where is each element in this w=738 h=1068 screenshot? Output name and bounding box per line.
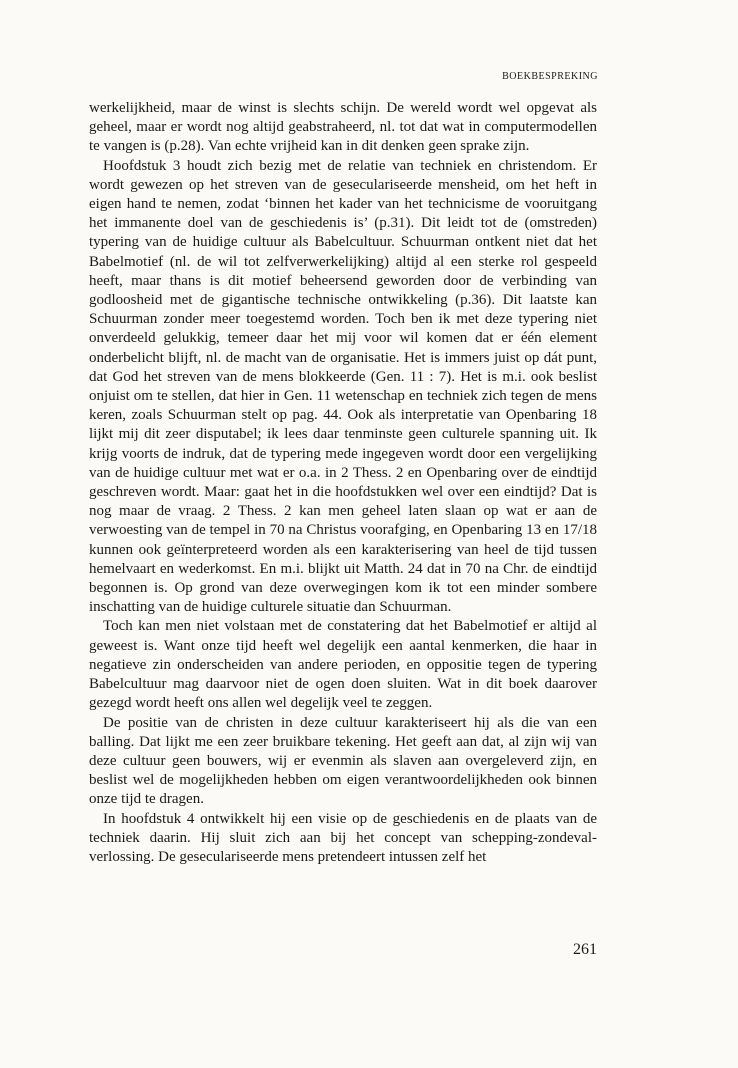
page-number: 261: [573, 941, 597, 958]
body-text: [89, 99, 597, 867]
paragraph-5: In hoofdstuk 4 ontwikkelt hij een visie op de geschiedenis en de plaats van de techniek daarin. Hij sluit zich aan bij het concept van schepping-zondeval-verlossing. De geseculariseerde mens pretendeert intussen zelf het: [89, 810, 597, 865]
paragraph-3: Toch kan men niet volstaan met de constatering dat het Babelmotief er altijd al geweest is. Want onze tijd heeft wel degelijk een aantal kenmerken, die haar in negatieve zin onderscheiden van andere perioden, en oppositie tegen de typering Babelcultuur mag daarvoor niet de ogen doen sluiten. Wat in dit boek daarover gezegd wordt heeft ons allen wel degelijk veel te zeggen.: [89, 618, 597, 712]
paragraph-1: werkelijkheid, maar de winst is slechts schijn. De wereld wordt wel opgevat als geheel, maar er wordt nog altijd geabstraheerd, nl. tot dat wat in computermodellen te vangen is (p.28). Van echte vrijheid kan in dit denken geen sprake zijn.: [89, 100, 597, 155]
running-header: BOEKBESPREKING: [502, 71, 598, 82]
paragraph-2: Hoofdstuk 3 houdt zich bezig met de relatie van techniek en christendom. Er wordt gewezen op het streven van de geseculariseerde mensheid, om het heft in eigen hand te nemen, zodat ‘binnen het kader van het technicisme de vooruitgang het immanente doel van de geschiedenis is’ (p.31). Dit leidt tot de (omstreden) typering van de huidige cultuur als Babelcultuur. Schuurman ontkent niet dat het Babelmotief (nl. de wil tot zelfverwerkelijking) altijd al een sterke rol gespeeld heeft, maar thans is dit motief beheersend geworden door de verbinding van godloosheid met de gigantische technische ontwikkeling (p.36). Dit laatste kan Schuurman zonder meer toegestemd worden. Toch ben ik met deze typering niet onverdeeld gelukkig, temeer daar het mij voor wil komen dat er één element onderbelicht blijft, nl. de macht van de organisatie. Het is immers juist op dát punt, dat God het streven van de mens blokkeerde (Gen. 11 : 7). Het is m.i. ook beslist onjuist om te stellen, dat hier in Gen. 11 wetenschap en techniek zich tegen de mens keren, zoals Schuurman stelt op pag. 44. Ook als interpretatie van Openbaring 18 lijkt mij dit zeer disputabel; ik lees daar tenminste geen culturele spanning uit. Ik krijg voorts de indruk, dat de typering mede ingegeven wordt door een vergelijking van de huidige cultuur met wat er o.a. in 2 Thess. 2 en Openbaring over de eindtijd geschreven wordt. Maar: gaat het in die hoofdstukken wel over een eindtijd? Dat is nog maar de vraag. 2 Thess. 2 kan men geheel laten slaan op wat er aan de verwoesting van de tempel in 70 na Christus voorafging, en Openbaring 13 en 17/18 kunnen ook geïnterpreteerd worden als een karakterisering van heel de tijd tussen hemelvaart en wederkomst. En m.i. blijkt uit Matth. 24 dat in 70 na Chr. de eindtijd begonnen is. Op grond van deze overwegingen kom ik tot een minder sombere inschatting van de huidige culturele situatie dan Schuurman.: [89, 157, 597, 616]
paragraph-4: De positie van de christen in deze cultuur karakteriseert hij als die van een balling. Dat lijkt me een zeer bruikbare tekening. Het geeft aan dat, al zijn wij van deze cultuur geen bouwers, wij er evenmin als slaven aan overgeleverd zijn, en beslist wel de mogelijkheden hebben om eigen verantwoordelijkheden ook binnen onze tijd te dragen.: [89, 714, 597, 808]
